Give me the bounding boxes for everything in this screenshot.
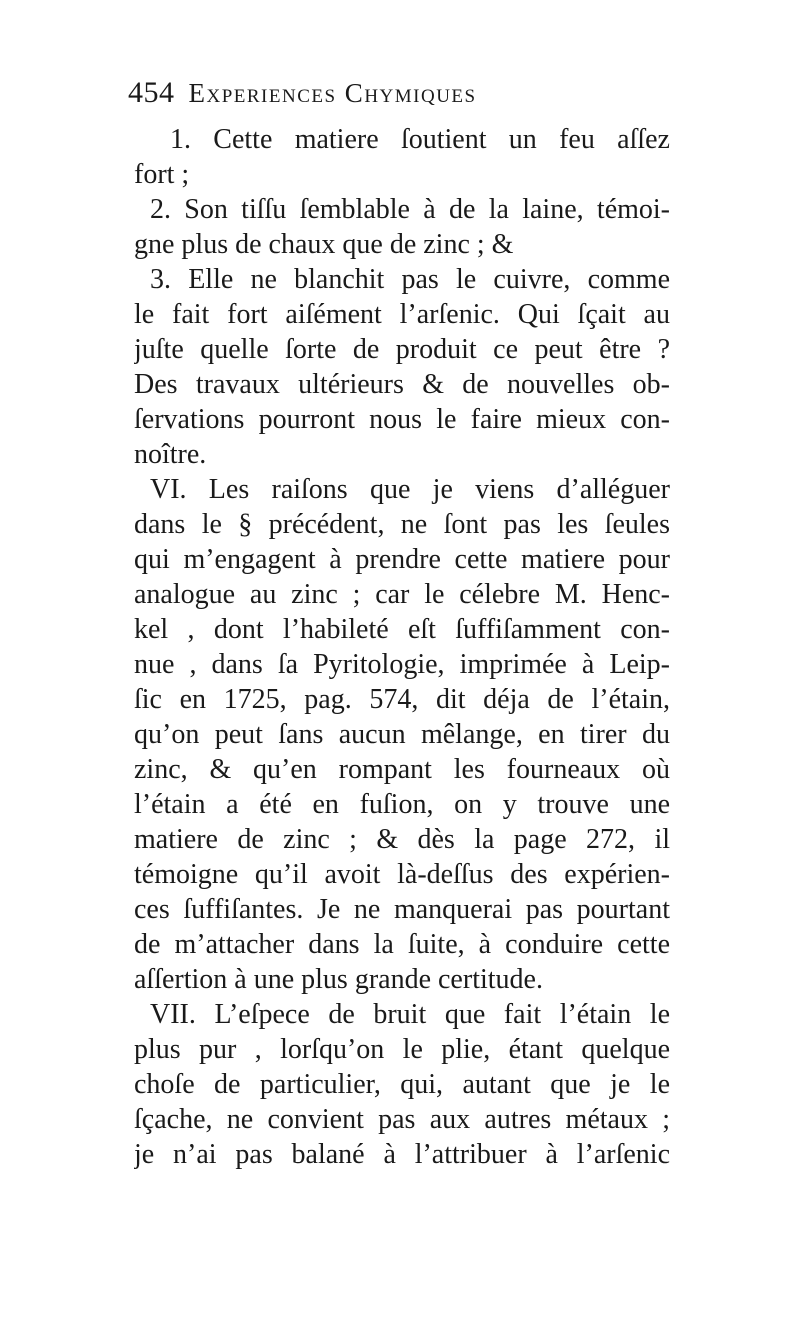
- text-line: choſe de particulier, qui, autant que je le: [134, 1069, 670, 1100]
- text-line: 2. Son tiſſu ſemblable à de la laine, témoi-: [150, 194, 670, 225]
- text-line: noître.: [134, 439, 207, 470]
- page-header: [128, 76, 608, 120]
- text-line: analogue au zinc ; car le célebre M. Henc-: [134, 579, 670, 610]
- text-line: juſte quelle ſorte de produit ce peut être ?: [134, 334, 670, 365]
- text-line: nue , dans ſa Pyritologie, imprimée à Leip-: [134, 649, 670, 680]
- running-title: Experiences Chymiques: [188, 78, 477, 108]
- text-line: gne plus de chaux que de zinc ; &: [134, 229, 514, 260]
- text-line: l’étain a été en fuſion, on y trouve une: [134, 789, 670, 820]
- text-line: plus pur , lorſqu’on le plie, étant quelque: [134, 1034, 670, 1065]
- text-line: qu’on peut ſans aucun mêlange, en tirer du: [134, 719, 670, 750]
- text-line: le fait fort aiſément l’arſenic. Qui ſçait au: [134, 299, 670, 330]
- text-line: dans le § précédent, ne ſont pas les ſeules: [134, 509, 670, 540]
- text-line: matiere de zinc ; & dès la page 272, il: [134, 824, 670, 855]
- text-line: 1. Cette matiere ſoutient un feu aſſez: [170, 124, 670, 155]
- text-line: VII. L’eſpece de bruit que fait l’étain le: [150, 999, 670, 1030]
- text-line: qui m’engagent à prendre cette matiere pour: [134, 544, 670, 575]
- text-line: VI. Les raiſons que je viens d’alléguer: [150, 474, 670, 505]
- text-line: fort ;: [134, 159, 190, 190]
- text-line: Des travaux ultérieurs & de nouvelles ob-: [134, 369, 670, 400]
- text-line: ſervations pourront nous le faire mieux con-: [134, 404, 670, 435]
- text-line: de m’attacher dans la ſuite, à conduire cette: [134, 929, 670, 960]
- page-number: 454: [128, 76, 175, 109]
- text-line: aſſertion à une plus grande certitude.: [134, 964, 543, 995]
- text-line: 3. Elle ne blanchit pas le cuivre, comme: [150, 264, 670, 295]
- text-line: témoigne qu’il avoit là-deſſus des expérien-: [134, 859, 670, 890]
- text-line: je n’ai pas balané à l’attribuer à l’arſenic: [134, 1139, 670, 1170]
- text-line: ſic en 1725, pag. 574, dit déja de l’étain,: [134, 684, 670, 715]
- text-line: kel , dont l’habileté eſt ſuffiſamment con-: [134, 614, 670, 645]
- text-line: ſçache, ne convient pas aux autres métaux ;: [134, 1104, 670, 1135]
- text-line: ces ſuffiſantes. Je ne manquerai pas pourtant: [134, 894, 670, 925]
- text-line: zinc, & qu’en rompant les fourneaux où: [134, 754, 670, 785]
